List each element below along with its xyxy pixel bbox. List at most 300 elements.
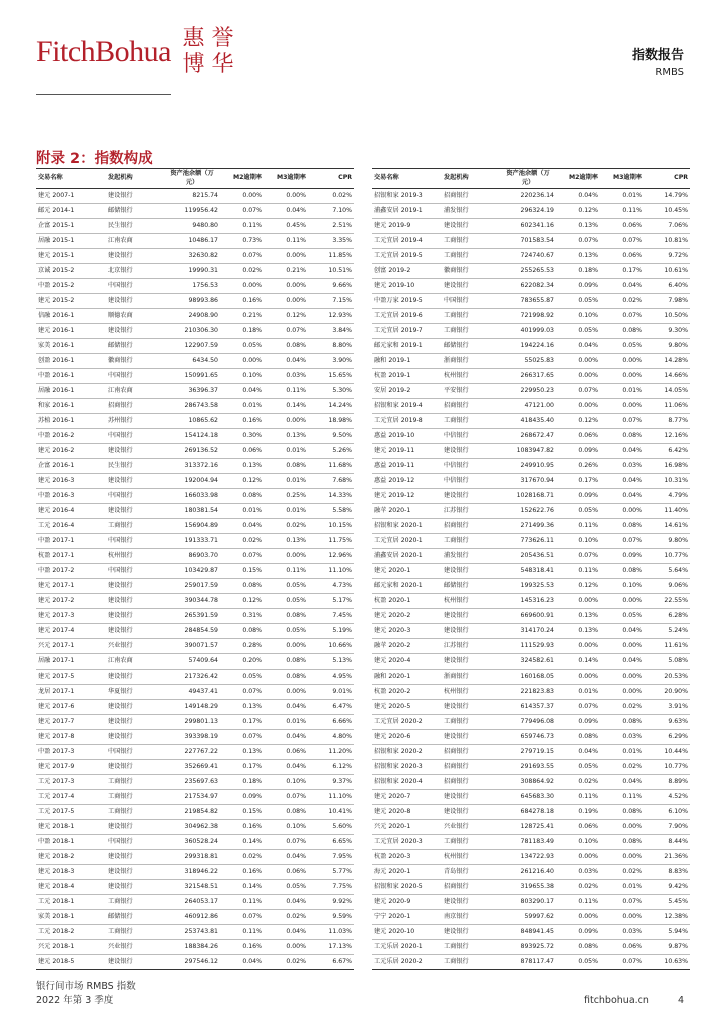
- table-cell: 669600.91: [500, 609, 556, 624]
- table-cell: 47121.00: [500, 399, 556, 414]
- table-cell: 0.25%: [264, 489, 308, 504]
- table-cell: 10486.17: [164, 234, 220, 249]
- table-cell: 119956.42: [164, 204, 220, 219]
- table-cell: 招商银行: [442, 399, 500, 414]
- table-cell: 中国银行: [106, 564, 164, 579]
- table-cell: 8.80%: [308, 339, 354, 354]
- table-cell: 建设银行: [442, 654, 500, 669]
- table-row: [36, 504, 354, 519]
- table-cell: 苏州银行: [106, 414, 164, 429]
- table-row: [36, 309, 354, 324]
- table-cell: 招商银行: [442, 759, 500, 774]
- table-cell: 建元 2020-3: [372, 624, 442, 639]
- table-row: [36, 534, 354, 549]
- table-cell: 居融 2015-1: [36, 234, 106, 249]
- table-cell: 0.02%: [600, 699, 644, 714]
- table-row: [36, 429, 354, 444]
- table-cell: 兴元 2020-1: [372, 819, 442, 834]
- table-cell: 工商银行: [442, 714, 500, 729]
- table-cell: 304962.38: [164, 819, 220, 834]
- table-cell: 103429.87: [164, 564, 220, 579]
- table-cell: 10.63%: [644, 954, 690, 969]
- table-cell: 724740.67: [500, 249, 556, 264]
- table-cell: 0.01%: [600, 189, 644, 204]
- table-cell: 杭州银行: [442, 684, 500, 699]
- table-cell: 0.04%: [264, 894, 308, 909]
- table-cell: 9.80%: [644, 339, 690, 354]
- table-cell: 建元 2020-2: [372, 609, 442, 624]
- table-cell: 7.06%: [644, 219, 690, 234]
- table-cell: 招银和家 2020-4: [372, 774, 442, 789]
- table-cell: 779496.08: [500, 714, 556, 729]
- table-cell: 6.67%: [308, 954, 354, 969]
- table-cell: 259017.59: [164, 579, 220, 594]
- table-row: [372, 354, 690, 369]
- table-cell: 建设银行: [442, 894, 500, 909]
- table-cell: 0.04%: [556, 744, 600, 759]
- table-cell: 0.03%: [556, 864, 600, 879]
- table-cell: 工元 2018-1: [36, 894, 106, 909]
- table-row: [372, 414, 690, 429]
- table-cell: 0.00%: [600, 669, 644, 684]
- table-cell: 4.73%: [308, 579, 354, 594]
- table-cell: 0.07%: [220, 684, 264, 699]
- table-cell: 284854.59: [164, 624, 220, 639]
- table-cell: 工商银行: [442, 534, 500, 549]
- table-cell: 杭盈 2017-1: [36, 549, 106, 564]
- table-cell: 16.98%: [644, 459, 690, 474]
- table-cell: 浙商银行: [442, 669, 500, 684]
- table-cell: 0.06%: [600, 939, 644, 954]
- table-cell: 建设银行: [106, 189, 164, 204]
- table-cell: 317670.94: [500, 474, 556, 489]
- table-cell: 0.11%: [600, 789, 644, 804]
- table-row: [36, 624, 354, 639]
- table-row: [372, 909, 690, 924]
- table-row: [36, 249, 354, 264]
- table-cell: 0.16%: [220, 819, 264, 834]
- table-cell: 5.58%: [308, 504, 354, 519]
- table-cell: 建元 2019-11: [372, 444, 442, 459]
- table-cell: 工元宜居 2020-1: [372, 534, 442, 549]
- table-row: [372, 429, 690, 444]
- table-cell: 21.36%: [644, 849, 690, 864]
- table-cell: 6.42%: [644, 444, 690, 459]
- table-cell: 18.98%: [308, 414, 354, 429]
- table-cell: 0.28%: [220, 639, 264, 654]
- table-cell: 32630.82: [164, 249, 220, 264]
- table-row: [36, 594, 354, 609]
- column-header: M2逾期率: [220, 169, 264, 189]
- table-row: [36, 549, 354, 564]
- table-cell: 招银和家 2020-1: [372, 519, 442, 534]
- table-cell: 3.35%: [308, 234, 354, 249]
- table-row: [36, 324, 354, 339]
- table-cell: 0.04%: [264, 924, 308, 939]
- table-cell: 0.02%: [220, 849, 264, 864]
- table-cell: 工商银行: [442, 954, 500, 969]
- table-cell: 0.11%: [264, 564, 308, 579]
- table-cell: 0.00%: [600, 639, 644, 654]
- table-cell: 建设银行: [442, 444, 500, 459]
- table-cell: 0.04%: [600, 774, 644, 789]
- table-cell: 0.05%: [556, 294, 600, 309]
- table-cell: 1028168.71: [500, 489, 556, 504]
- table-cell: 893925.72: [500, 939, 556, 954]
- table-cell: 江南农商: [106, 234, 164, 249]
- table-cell: 9.80%: [644, 534, 690, 549]
- table-cell: 融苹 2020-2: [372, 639, 442, 654]
- table-cell: 0.00%: [600, 594, 644, 609]
- table-cell: 393398.19: [164, 729, 220, 744]
- table-cell: 0.05%: [556, 759, 600, 774]
- table-cell: 0.13%: [220, 699, 264, 714]
- table-cell: 0.11%: [556, 519, 600, 534]
- table-row: [372, 309, 690, 324]
- table-cell: 0.01%: [600, 744, 644, 759]
- table-row: [36, 384, 354, 399]
- table-row: [36, 909, 354, 924]
- table-cell: 0.09%: [556, 924, 600, 939]
- table-cell: 360528.24: [164, 834, 220, 849]
- table-cell: 10.51%: [308, 264, 354, 279]
- table-cell: 11.85%: [308, 249, 354, 264]
- footer-right: [558, 995, 684, 1006]
- table-cell: 14.05%: [644, 384, 690, 399]
- table-header: [372, 169, 690, 189]
- table-cell: 杭州银行: [442, 594, 500, 609]
- table-cell: 299801.13: [164, 714, 220, 729]
- logo-seal: [179, 26, 237, 78]
- table-cell: 49437.41: [164, 684, 220, 699]
- table-cell: 11.10%: [308, 789, 354, 804]
- table-cell: 271499.36: [500, 519, 556, 534]
- table-cell: 0.02%: [556, 879, 600, 894]
- table-row: [36, 294, 354, 309]
- table-cell: 122907.59: [164, 339, 220, 354]
- page-number: 4: [677, 995, 684, 1006]
- table-row: [36, 354, 354, 369]
- table-row: [372, 504, 690, 519]
- table-cell: 0.03%: [600, 729, 644, 744]
- table-cell: 0.14%: [220, 834, 264, 849]
- table-row: [36, 894, 354, 909]
- table-cell: 253743.81: [164, 924, 220, 939]
- table-cell: 工商银行: [442, 234, 500, 249]
- table-cell: 0.31%: [220, 609, 264, 624]
- table-cell: 602341.16: [500, 219, 556, 234]
- table-cell: 0.00%: [600, 354, 644, 369]
- table-row: [36, 444, 354, 459]
- table-cell: 0.16%: [220, 939, 264, 954]
- table-cell: 工商银行: [442, 939, 500, 954]
- table-cell: 235697.63: [164, 774, 220, 789]
- table-cell: 8.44%: [644, 834, 690, 849]
- table-row: [36, 789, 354, 804]
- table-cell: 0.73%: [220, 234, 264, 249]
- table-cell: 548318.41: [500, 564, 556, 579]
- table-cell: 惠益 2019-12: [372, 474, 442, 489]
- table-cell: 江南农商: [106, 384, 164, 399]
- table-cell: 0.12%: [556, 414, 600, 429]
- table-cell: 兴业银行: [106, 939, 164, 954]
- table-cell: 0.17%: [600, 264, 644, 279]
- table-cell: 299318.81: [164, 849, 220, 864]
- table-cell: 319655.38: [500, 879, 556, 894]
- table-cell: 5.26%: [308, 444, 354, 459]
- table-cell: 信融 2016-1: [36, 309, 106, 324]
- table-cell: 10.66%: [308, 639, 354, 654]
- table-cell: 0.04%: [556, 339, 600, 354]
- table-cell: 191333.71: [164, 534, 220, 549]
- table-cell: 徽商银行: [106, 354, 164, 369]
- table-cell: 建设银行: [106, 324, 164, 339]
- table-cell: 0.19%: [556, 804, 600, 819]
- table-row: [36, 219, 354, 234]
- table-cell: 0.00%: [220, 279, 264, 294]
- table-cell: 工元宜居 2020-2: [372, 714, 442, 729]
- column-header: 发起机构: [106, 169, 164, 189]
- table-cell: 0.07%: [220, 909, 264, 924]
- table-cell: 0.08%: [264, 804, 308, 819]
- table-cell: 0.15%: [220, 804, 264, 819]
- column-header: 资产池余额（万元）: [164, 169, 220, 189]
- table-cell: 3.84%: [308, 324, 354, 339]
- table-cell: 0.07%: [600, 894, 644, 909]
- table-cell: 工商银行: [442, 324, 500, 339]
- table-cell: 8.83%: [644, 864, 690, 879]
- table-cell: 11.10%: [308, 564, 354, 579]
- table-cell: 0.04%: [220, 954, 264, 969]
- table-cell: 建设银行: [106, 249, 164, 264]
- table-cell: 0.11%: [220, 219, 264, 234]
- table-cell: 中国银行: [106, 834, 164, 849]
- table-cell: 192004.94: [164, 474, 220, 489]
- table-row: [36, 234, 354, 249]
- table-cell: 邮元 2014-1: [36, 204, 106, 219]
- table-row: [372, 609, 690, 624]
- table-cell: 民生银行: [106, 459, 164, 474]
- table-cell: 268672.47: [500, 429, 556, 444]
- table-cell: 邮元家和 2019-1: [372, 339, 442, 354]
- table-cell: 邮储银行: [106, 909, 164, 924]
- table-row: [372, 369, 690, 384]
- table-cell: 建元 2018-4: [36, 879, 106, 894]
- table-row: [36, 729, 354, 744]
- table-cell: 0.09%: [556, 444, 600, 459]
- table-cell: 0.00%: [264, 639, 308, 654]
- table-cell: 6434.50: [164, 354, 220, 369]
- table-cell: 建元 2020-4: [372, 654, 442, 669]
- table-cell: 建元 2016-2: [36, 444, 106, 459]
- table-cell: 浦鑫安居 2020-1: [372, 549, 442, 564]
- table-cell: 10.44%: [644, 744, 690, 759]
- table-row: [372, 834, 690, 849]
- table-cell: 建设银行: [106, 669, 164, 684]
- table-cell: 11.68%: [308, 459, 354, 474]
- table-cell: 9480.80: [164, 219, 220, 234]
- table-cell: 工商银行: [106, 894, 164, 909]
- table-cell: 7.75%: [308, 879, 354, 894]
- table-cell: 19990.31: [164, 264, 220, 279]
- table-cell: 浦发银行: [442, 549, 500, 564]
- table-cell: 0.00%: [556, 669, 600, 684]
- table-row: [36, 399, 354, 414]
- table-cell: 0.08%: [556, 729, 600, 744]
- table-row: [372, 489, 690, 504]
- table-cell: 9.01%: [308, 684, 354, 699]
- table-cell: 0.14%: [264, 399, 308, 414]
- table-cell: 建设银行: [442, 789, 500, 804]
- table-row: [36, 189, 354, 204]
- table-cell: 家美 2016-1: [36, 339, 106, 354]
- table-row: [372, 204, 690, 219]
- table-cell: 华夏银行: [106, 684, 164, 699]
- table-cell: 0.00%: [220, 354, 264, 369]
- table-cell: 0.12%: [556, 204, 600, 219]
- table-cell: 中信银行: [442, 474, 500, 489]
- table-cell: 顺德农商: [106, 309, 164, 324]
- table-cell: 149148.29: [164, 699, 220, 714]
- table-cell: 0.04%: [220, 519, 264, 534]
- table-cell: 0.10%: [600, 579, 644, 594]
- table-cell: 14.66%: [644, 369, 690, 384]
- table-row: [372, 279, 690, 294]
- table-cell: 0.04%: [600, 474, 644, 489]
- table-row: [36, 339, 354, 354]
- table-cell: 145316.23: [500, 594, 556, 609]
- table-row: [372, 789, 690, 804]
- table-cell: 0.07%: [220, 549, 264, 564]
- footer-website[interactable]: fitchbohua.cn: [583, 995, 649, 1006]
- table-cell: 217326.42: [164, 669, 220, 684]
- table-cell: 建设银行: [442, 699, 500, 714]
- logo-wordmark: FitchBohua: [36, 35, 171, 68]
- table-cell: 0.09%: [600, 549, 644, 564]
- table-cell: 建元 2016-1: [36, 324, 106, 339]
- table-cell: 848941.45: [500, 924, 556, 939]
- table-cell: 0.12%: [556, 579, 600, 594]
- table-cell: 建元 2007-1: [36, 189, 106, 204]
- table-cell: 0.08%: [600, 429, 644, 444]
- table-row: [372, 474, 690, 489]
- table-row: [372, 324, 690, 339]
- table-cell: 北京银行: [106, 264, 164, 279]
- table-cell: 264053.17: [164, 894, 220, 909]
- table-cell: 融和 2020-1: [372, 669, 442, 684]
- table-cell: 221823.83: [500, 684, 556, 699]
- table-cell: 0.08%: [264, 459, 308, 474]
- table-cell: 0.02%: [264, 909, 308, 924]
- table-cell: 工元宜居 2020-3: [372, 834, 442, 849]
- table-row: [36, 939, 354, 954]
- table-row: [372, 579, 690, 594]
- table-cell: 460912.86: [164, 909, 220, 924]
- table-cell: 0.20%: [220, 654, 264, 669]
- table-cell: 20.90%: [644, 684, 690, 699]
- table-cell: 建元 2020-7: [372, 789, 442, 804]
- column-header: M3逾期率: [600, 169, 644, 189]
- table-cell: 0.06%: [264, 864, 308, 879]
- table-cell: 0.05%: [600, 609, 644, 624]
- table-cell: 中国银行: [106, 744, 164, 759]
- table-cell: 0.02%: [264, 519, 308, 534]
- table-cell: 0.18%: [556, 264, 600, 279]
- table-cell: 中国银行: [106, 534, 164, 549]
- table-cell: 0.08%: [264, 339, 308, 354]
- logo: [36, 26, 237, 78]
- table-cell: 中国银行: [106, 279, 164, 294]
- table-cell: 0.17%: [220, 714, 264, 729]
- table-row: [372, 234, 690, 249]
- table-cell: 9.42%: [644, 879, 690, 894]
- table-cell: 0.00%: [556, 594, 600, 609]
- table-cell: 0.00%: [600, 369, 644, 384]
- table-cell: 0.01%: [220, 504, 264, 519]
- table-cell: 建设银行: [442, 564, 500, 579]
- table-row: [36, 489, 354, 504]
- table-cell: 4.95%: [308, 669, 354, 684]
- table-cell: 0.07%: [220, 204, 264, 219]
- table-cell: 0.16%: [220, 864, 264, 879]
- table-cell: 15.65%: [308, 369, 354, 384]
- table-cell: 9.87%: [644, 939, 690, 954]
- table-cell: 0.04%: [600, 444, 644, 459]
- table-cell: 0.00%: [600, 504, 644, 519]
- table-row: [372, 624, 690, 639]
- table-cell: 建设银行: [106, 294, 164, 309]
- table-cell: 7.15%: [308, 294, 354, 309]
- table-cell: 工元宜居 2019-8: [372, 414, 442, 429]
- table-cell: 工元宜居 2019-4: [372, 234, 442, 249]
- table-cell: 0.05%: [264, 579, 308, 594]
- table-cell: 6.47%: [308, 699, 354, 714]
- table-cell: 4.79%: [644, 489, 690, 504]
- table-cell: 建元 2016-3: [36, 474, 106, 489]
- table-cell: 建元 2017-3: [36, 609, 106, 624]
- table-cell: 0.08%: [600, 714, 644, 729]
- table-cell: 0.07%: [220, 249, 264, 264]
- table-cell: 苏植 2016-1: [36, 414, 106, 429]
- table-row: [372, 564, 690, 579]
- table-cell: 0.11%: [220, 924, 264, 939]
- table-cell: 0.16%: [220, 414, 264, 429]
- table-cell: 建元 2020-8: [372, 804, 442, 819]
- table-cell: 12.93%: [308, 309, 354, 324]
- table-cell: 5.24%: [644, 624, 690, 639]
- table-row: [372, 534, 690, 549]
- table-cell: 建元 2015-1: [36, 249, 106, 264]
- table-cell: 中信银行: [442, 459, 500, 474]
- table-cell: 6.10%: [644, 804, 690, 819]
- table-cell: 0.00%: [264, 684, 308, 699]
- table-cell: 0.08%: [220, 489, 264, 504]
- table-cell: 0.11%: [220, 894, 264, 909]
- table-cell: 0.07%: [600, 954, 644, 969]
- table-cell: 0.07%: [264, 789, 308, 804]
- table-cell: 0.07%: [264, 834, 308, 849]
- table-cell: 建元 2020-1: [372, 564, 442, 579]
- table-row: [36, 849, 354, 864]
- table-cell: 招商银行: [442, 744, 500, 759]
- table-cell: 11.75%: [308, 534, 354, 549]
- table-cell: 0.02%: [556, 774, 600, 789]
- table-cell: 和家 2016-1: [36, 399, 106, 414]
- table-cell: 701583.54: [500, 234, 556, 249]
- section-title: 附录 2：指数构成: [36, 151, 153, 167]
- table-cell: 0.04%: [264, 354, 308, 369]
- table-row: [372, 549, 690, 564]
